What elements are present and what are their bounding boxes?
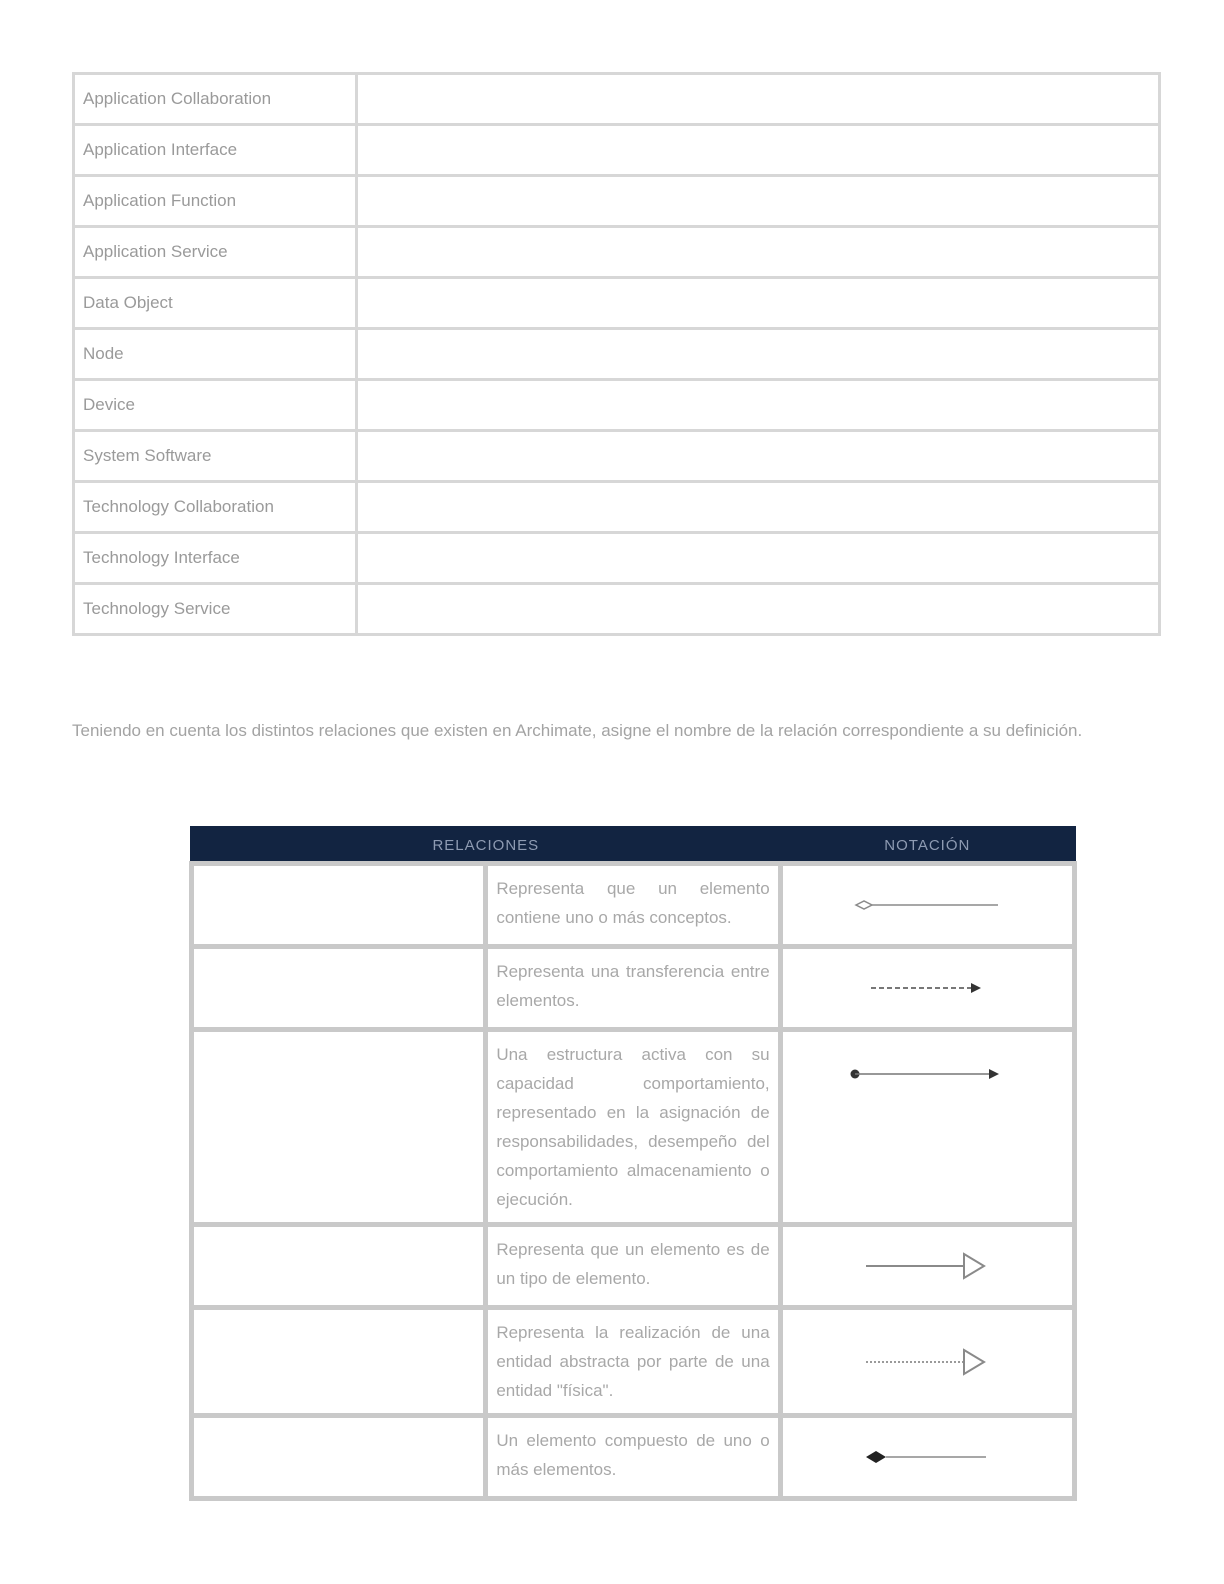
relation-definition: Representa la realización de una entidad abstracta por parte de una entidad "física". <box>486 1308 780 1416</box>
relation-row <box>192 1416 1075 1499</box>
elements-table <box>72 72 1161 636</box>
relation-row <box>192 1225 1075 1308</box>
element-description-cell[interactable] <box>357 533 1160 584</box>
relation-notation <box>780 1416 1074 1499</box>
relation-name-cell[interactable] <box>192 864 486 947</box>
element-description-cell[interactable] <box>357 584 1160 635</box>
element-name: Application Function <box>74 176 357 227</box>
relations-header-row <box>192 828 1075 864</box>
element-row <box>74 584 1160 635</box>
element-row <box>74 74 1160 125</box>
relation-name-cell[interactable] <box>192 1308 486 1416</box>
relation-name-cell[interactable] <box>192 947 486 1030</box>
element-row <box>74 125 1160 176</box>
element-name: Node <box>74 329 357 380</box>
instructions-paragraph: Teniendo en cuenta los distintos relaciones que existen en Archimate, asigne el nombre de la relación correspondiente a su definición. <box>72 721 1083 740</box>
relation-row <box>192 1308 1075 1416</box>
element-row <box>74 431 1160 482</box>
element-row <box>74 278 1160 329</box>
element-name: Application Service <box>74 227 357 278</box>
element-name: System Software <box>74 431 357 482</box>
elements-table-body <box>74 74 1160 635</box>
element-name: Technology Service <box>74 584 357 635</box>
dashed-arrow-icon <box>867 976 987 1000</box>
relation-name-cell[interactable] <box>192 1030 486 1225</box>
relation-notation <box>780 1308 1074 1416</box>
element-description-cell[interactable] <box>357 227 1160 278</box>
relation-row <box>192 1030 1075 1225</box>
relations-header: RELACIONES <box>192 828 781 864</box>
element-row <box>74 482 1160 533</box>
element-row <box>74 176 1160 227</box>
relations-table <box>189 826 1077 1501</box>
relation-row <box>192 947 1075 1030</box>
dot-both-ends-line-icon <box>847 1062 1007 1086</box>
relation-definition: Una estructura activa con su capacidad comportamiento, representado en la asignación de responsabilidades, desempeño del comportamiento almacenamiento o ejecución. <box>486 1030 780 1225</box>
element-description-cell[interactable] <box>357 74 1160 125</box>
element-description-cell[interactable] <box>357 278 1160 329</box>
element-name: Technology Collaboration <box>74 482 357 533</box>
filled-diamond-start-line-icon <box>862 1445 992 1469</box>
diamond-start-line-icon <box>852 893 1002 917</box>
relation-name-cell[interactable] <box>192 1416 486 1499</box>
dotted-hollow-triangle-arrow-icon <box>862 1345 992 1379</box>
relation-notation <box>780 1225 1074 1308</box>
element-row <box>74 533 1160 584</box>
element-description-cell[interactable] <box>357 380 1160 431</box>
relation-row <box>192 864 1075 947</box>
element-name: Application Interface <box>74 125 357 176</box>
element-name: Data Object <box>74 278 357 329</box>
element-row <box>74 227 1160 278</box>
notation-header: NOTACIÓN <box>780 828 1074 864</box>
element-description-cell[interactable] <box>357 329 1160 380</box>
relation-definition: Representa que un elemento contiene uno o más conceptos. <box>486 864 780 947</box>
relation-notation <box>780 864 1074 947</box>
hollow-triangle-arrow-icon <box>862 1249 992 1283</box>
relation-definition: Representa que un elemento es de un tipo de elemento. <box>486 1225 780 1308</box>
element-description-cell[interactable] <box>357 176 1160 227</box>
relation-notation <box>780 947 1074 1030</box>
relation-definition: Representa una transferencia entre elementos. <box>486 947 780 1030</box>
element-description-cell[interactable] <box>357 125 1160 176</box>
element-description-cell[interactable] <box>357 482 1160 533</box>
element-name: Device <box>74 380 357 431</box>
element-name: Application Collaboration <box>74 74 357 125</box>
relation-name-cell[interactable] <box>192 1225 486 1308</box>
relation-notation <box>780 1030 1074 1225</box>
relation-definition: Un elemento compuesto de uno o más elementos. <box>486 1416 780 1499</box>
element-row <box>74 380 1160 431</box>
element-name: Technology Interface <box>74 533 357 584</box>
element-description-cell[interactable] <box>357 431 1160 482</box>
element-row <box>74 329 1160 380</box>
